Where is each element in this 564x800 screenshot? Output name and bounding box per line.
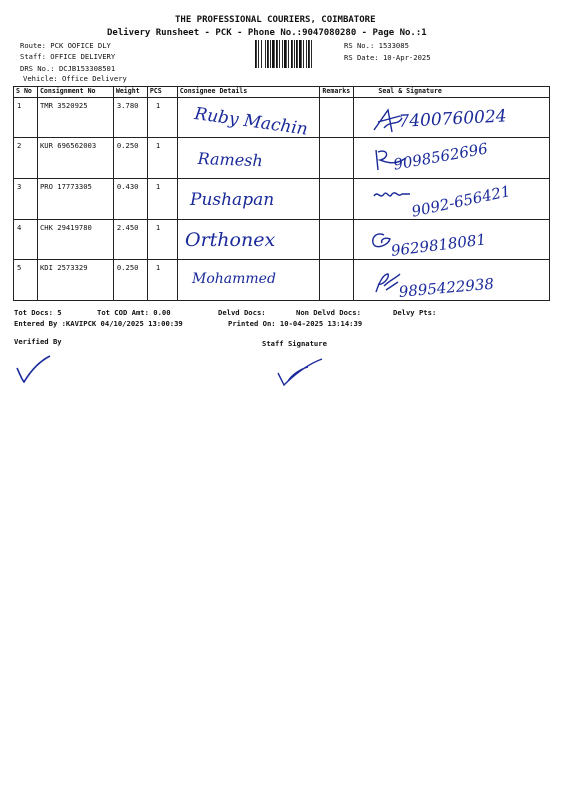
runsheet-title: Delivery Runsheet - PCK - Phone No.:9047080280 - Page No.:1 [107, 28, 427, 38]
col-header: PCS [147, 87, 177, 98]
handwritten-phone: 9092-656421 [410, 182, 513, 221]
sno-cell: 1 [14, 98, 38, 138]
weight-cell: 2.450 [113, 220, 147, 260]
consignment-cell: PRO 17773305 [37, 179, 113, 220]
pcs-cell: 1 [147, 220, 177, 260]
staff-label: Staff: OFFICE DELIVERY [20, 52, 116, 61]
col-header: Seal & Signature [354, 87, 550, 98]
company-title: THE PROFESSIONAL COURIERS, COIMBATORE [175, 15, 376, 25]
drs-label: DRS No.: DCJB153308501 [20, 64, 116, 73]
remarks-cell [320, 138, 354, 179]
remarks-cell [320, 260, 354, 301]
handwritten-consignee: Ramesh [197, 149, 264, 171]
sno-cell: 4 [14, 220, 38, 260]
col-header: Consignment No [37, 87, 113, 98]
remarks-cell [320, 98, 354, 138]
staff-signature-label: Staff Signature [262, 339, 327, 348]
rs-number: RS No.: 1533085 [344, 41, 409, 50]
handwritten-phone: 9098562696 [392, 139, 490, 174]
col-header: Consignee Details [177, 87, 320, 98]
signature-scribble [370, 106, 410, 136]
table-header-row [14, 87, 550, 98]
consignment-cell: CHK 29419780 [37, 220, 113, 260]
weight-cell: 0.430 [113, 179, 147, 220]
route-label: Route: PCK OOFICE DLY [20, 41, 111, 50]
pcs-cell: 1 [147, 260, 177, 301]
signature-scribble [372, 146, 412, 174]
entered-by: Entered By :KAVIPCK 04/10/2025 13:00:39 [14, 319, 183, 328]
sno-cell: 3 [14, 179, 38, 220]
col-header: Weight [113, 87, 147, 98]
printed-on: Printed On: 10-04-2025 13:14:39 [228, 319, 363, 328]
verified-checkmark [14, 354, 54, 384]
signature-scribble [372, 188, 412, 210]
remarks-cell [320, 220, 354, 260]
pcs-cell: 1 [147, 98, 177, 138]
non-delivered-docs: Non Delvd Docs: [296, 308, 361, 317]
consignment-cell: KUR 696562003 [37, 138, 113, 179]
handwritten-phone: 7400760024 [398, 106, 508, 132]
total-docs: Tot Docs: 5 [14, 308, 62, 317]
handwritten-consignee: Orthonex [185, 229, 276, 251]
sno-cell: 2 [14, 138, 38, 179]
rs-date: RS Date: 10-Apr-2025 [344, 53, 431, 62]
delivery-points: Delvy Pts: [393, 308, 437, 317]
sno-cell: 5 [14, 260, 38, 301]
barcode-image [255, 40, 335, 68]
handwritten-consignee: Pushapan [190, 190, 275, 210]
consignment-cell: TMR 3520925 [37, 98, 113, 138]
delivered-docs: Delvd Docs: [218, 308, 266, 317]
pcs-cell: 1 [147, 179, 177, 220]
weight-cell: 0.250 [113, 138, 147, 179]
remarks-cell [320, 179, 354, 220]
pcs-cell: 1 [147, 138, 177, 179]
handwritten-consignee: Ruby Machin [193, 104, 309, 140]
signature-scribble [368, 229, 398, 251]
vehicle-label: Vehicle: Office Delivery [23, 74, 127, 83]
weight-cell: 3.780 [113, 98, 147, 138]
weight-cell: 0.250 [113, 260, 147, 301]
col-header: S No [14, 87, 38, 98]
staff-checkmark [274, 355, 326, 387]
handwritten-phone: 9629818081 [390, 230, 487, 260]
signature-scribble [370, 270, 404, 296]
verified-by-label: Verified By [14, 337, 62, 346]
handwritten-consignee: Mohammed [192, 271, 276, 287]
total-cod: Tot COD Amt: 0.00 [97, 308, 171, 317]
consignment-cell: KDI 2573329 [37, 260, 113, 301]
handwritten-phone: 9895422938 [398, 274, 495, 301]
col-header: Remarks [320, 87, 354, 98]
